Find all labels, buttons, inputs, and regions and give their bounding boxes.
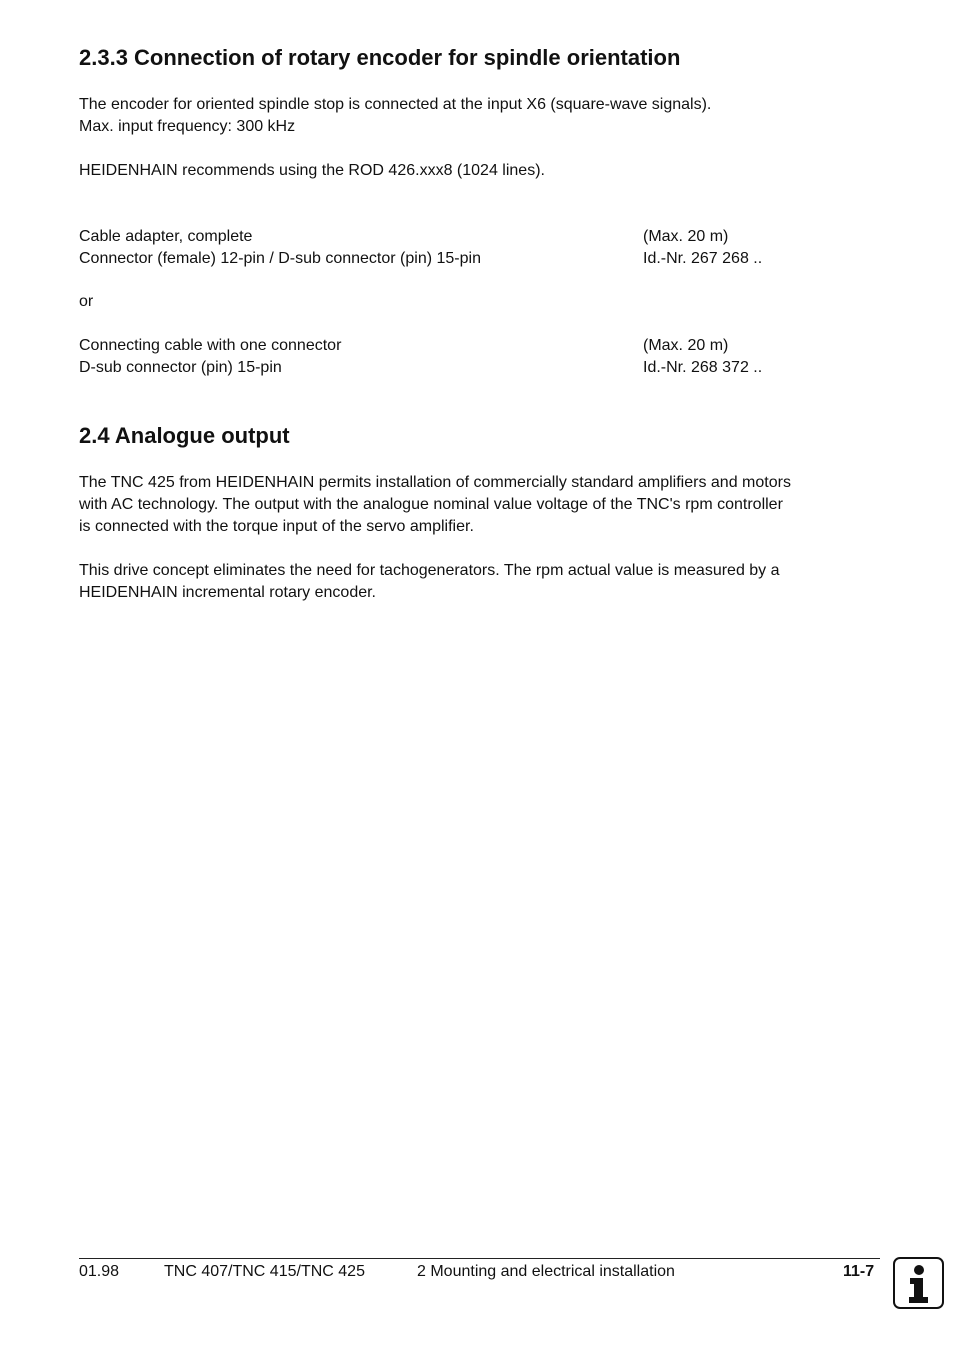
section-heading-2-4: 2.4 Analogue output	[79, 423, 290, 448]
footer-rule	[79, 1258, 880, 1259]
item-id-number: Id.-Nr. 268 372 ..	[643, 359, 763, 376]
paragraph-line: The TNC 425 from HEIDENHAIN permits installation of commercially standard amplifiers and motors	[79, 474, 791, 491]
paragraph-line: This drive concept eliminates the need for tachogenerators. The rpm actual value is measured by a	[79, 562, 780, 579]
footer-chapter: 2 Mounting and electrical installation	[417, 1263, 675, 1280]
footer-date: 01.98	[79, 1263, 120, 1280]
item-cable-length: (Max. 20 m)	[643, 228, 729, 245]
paragraph-line: with AC technology. The output with the analogue nominal value voltage of the TNC's rpm controller	[79, 496, 783, 513]
item-description: Cable adapter, complete	[79, 228, 253, 245]
footer-page-number: 11-7	[843, 1263, 875, 1280]
or-text: or	[79, 293, 94, 310]
info-icon	[893, 1257, 944, 1309]
item-id-number: Id.-Nr. 267 268 ..	[643, 250, 763, 267]
paragraph-line: HEIDENHAIN recommends using the ROD 426.xxx8 (1024 lines).	[79, 162, 545, 179]
section-heading-2-3-3: 2.3.3 Connection of rotary encoder for spindle orientation	[79, 45, 681, 70]
paragraph-line: is connected with the torque input of the servo amplifier.	[79, 518, 474, 535]
paragraph-line: Max. input frequency: 300 kHz	[79, 118, 296, 135]
paragraph-line: HEIDENHAIN incremental rotary encoder.	[79, 584, 376, 601]
footer-models: TNC 407/TNC 415/TNC 425	[164, 1263, 365, 1280]
item-description: Connecting cable with one connector	[79, 337, 342, 354]
item-description: Connector (female) 12-pin / D-sub connector (pin) 15-pin	[79, 250, 481, 267]
paragraph-line: The encoder for oriented spindle stop is connected at the input X6 (square-wave signals).	[79, 96, 712, 113]
item-cable-length: (Max. 20 m)	[643, 337, 729, 354]
item-description: D-sub connector (pin) 15-pin	[79, 359, 282, 376]
